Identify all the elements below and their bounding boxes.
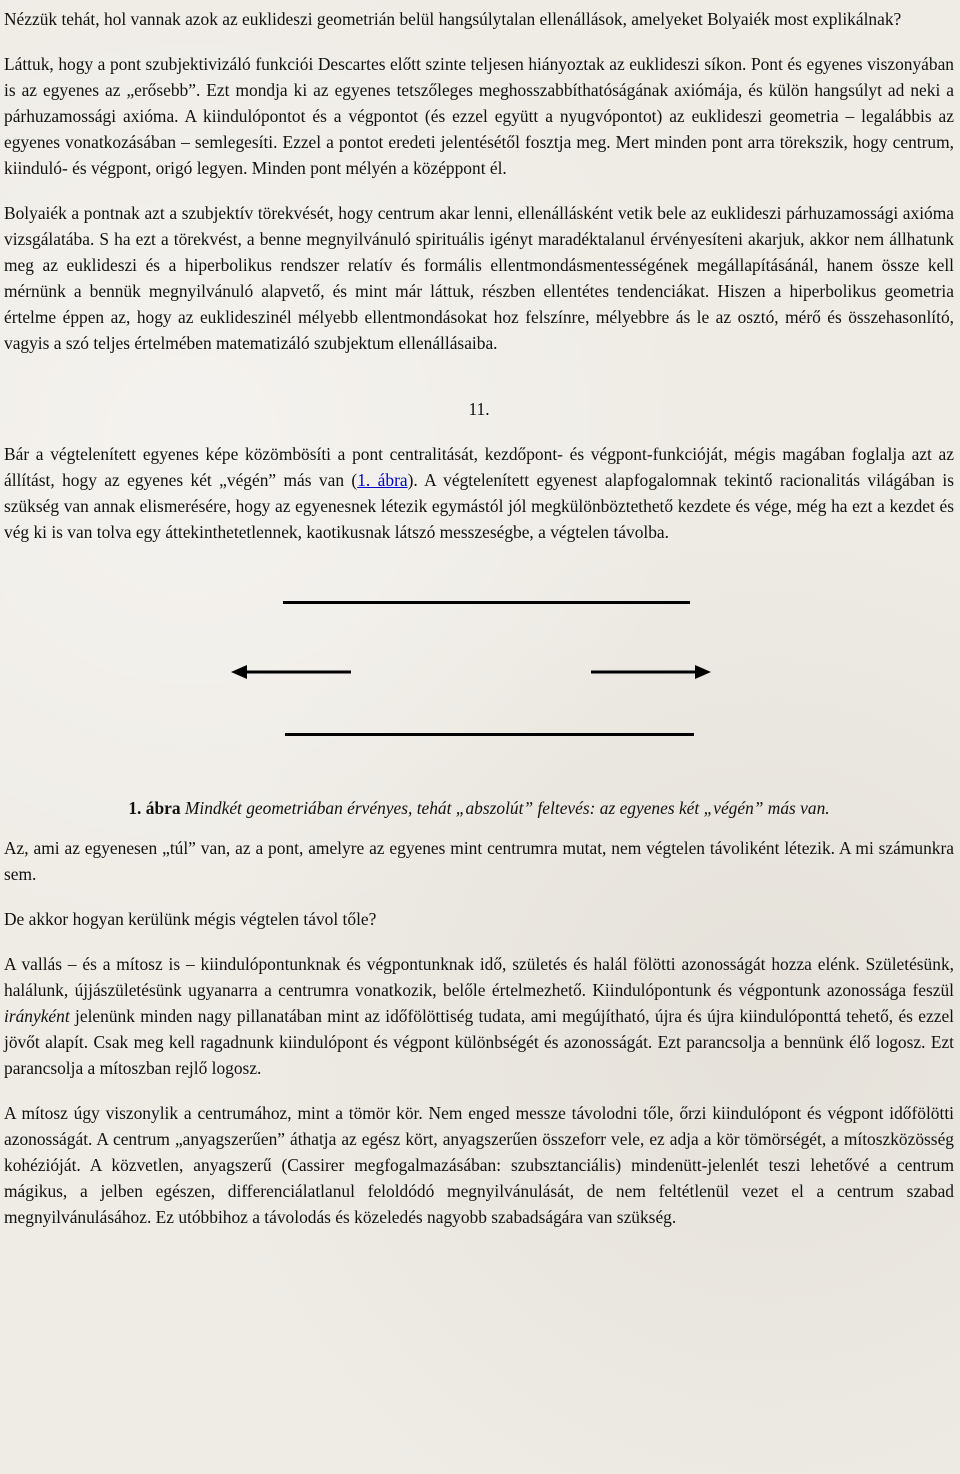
paragraph-euclid-point: Láttuk, hogy a pont szubjektivizáló funkciói Descartes előtt szinte teljesen hiányoztak az euklideszi síkon. Pont és egyenes viszonyában is az egyenes az „erősebb”. Ezt mondja ki az egyenes tetszőleges meghosszabbíthatóságának axiómája, és külön hangsúlyt ad neki a párhuzamossági axióma. A kiindulópontot és a végpontot (és ezzel együtt a nyugvópontot) az euklideszi geometria – legalábbis az egyenes vonatkozásában – semlegesíti. Ezzel a pontot eredeti jelentésétől fosztja meg. Mert minden pont arra törekszik, hogy centrum, kiinduló- és végpont, origó legyen. Minden pont mélyén a középpont él. xyxy=(4,54,954,178)
paragraph-question: De akkor hogyan kerülünk mégis végtelen távol tőle? xyxy=(4,909,377,929)
paragraph-bolyai: Bolyaiék a pontnak azt a szubjektív törekvését, hogy centrum akar lenni, ellenállásként vetik bele az euklideszi párhuzamossági axióma vizsgálatába. S ha ezt a törekvést, a benne megnyilvánuló spirituális igényt maradéktalanul érvényesíteni akarjuk, akkor nem állhatunk meg az euklideszi és a hiperbolikus rendszer relatív és formális ellentmondásmentességének megállapításánál, hanem össze kell mérnünk a bennük megnyilvánuló alapvető, és mint már láttuk, részben ellentétes tendenciákat. Hiszen a hiperbolikus geometria értelme éppen az, hogy az euklideszinél mélyebb ellentmondásokat hoz felszínre, mélyebbre ás le az osztó, mérő és összehasonlító, vagyis a szó teljes értelmében matematizáló szubjektum ellenállásaiba. xyxy=(4,203,954,353)
paragraph-beyond-line: Az, ami az egyenesen „túl” van, az a pont, amelyre az egyenes mint centrumra mutat, nem végtelen távoliként létezik. A mi számunkra sem. xyxy=(4,838,954,884)
caption-label: 1. ábra xyxy=(128,798,181,818)
diagram-bottom-line xyxy=(285,733,694,736)
section-number: 11. xyxy=(468,399,490,419)
paragraph-religion-myth xyxy=(4,951,954,1081)
paragraph-myth-circle: A mítosz úgy viszonylik a centrumához, mint a tömör kör. Nem enged messze távolodni tőle, őrzi kiindulópont és végpont időfölötti azonosságát. A centrum „anyagszerűen” áthatja az egész kört, anyagszerűen összeforr vele, ez adja a kör tömörségét, a mítoszközösség kohézióját. A közvetlen, anyagszerű (Cassirer megfogalmazásában: szubsztanciális) mindenütt-jelenlét teszi lehetővé a centrum mágikus, a jelben egészen, differenciálatlanul feloldódó megnyilvánulását, de nem feltétlenül vezet el a centrum szabad megnyilvánulásához. Ez utóbbihoz a távolodás és közeledés nagyobb szabadságára van szükség. xyxy=(4,1103,954,1227)
right-arrow-icon xyxy=(591,664,711,680)
left-arrow-icon xyxy=(231,664,351,680)
diagram-top-line xyxy=(283,601,690,604)
paragraph-text: Bár a végtelenített egyenes képe közömbösíti a pont centralitását, kezdőpont- és végpont-funkcióját, mégis magában foglalja azt az állítást, hogy az egyenes két „végén” más van ( xyxy=(4,444,954,490)
document-page xyxy=(4,6,954,1230)
paragraph-intro-question: Nézzük tehát, hol vannak azok az euklideszi geometrián belül hangsúlytalan ellenállások, amelyeket Bolyaiék most explikálnak? xyxy=(4,9,902,29)
caption-text: Mindkét geometriában érvényes, tehát „abszolút” feltevés: az egyenes két „végén” más van. xyxy=(180,798,830,818)
spacer xyxy=(4,356,954,396)
paragraph-text: A vallás – és a mítosz is – kiindulópontunknak és végpontunknak idő, születés és halál fölötti azonosságát hozza elénk. Születésünk, halálunk, újjászületésünk ugyanarra a centrumra vonatkozik, belőle értelmezhető. Kiindulópontunk és végpontunk azonossága feszül xyxy=(4,954,954,1000)
paragraph-text: jelenünk minden nagy pillanatában mint az időfölöttiség tudata, ami megújítható, újra és újra kiindulóponttá tehető, és ezzel jövőt alapít. Csak meg kell ragadnunk kiindulópont és végpont különbségét és azonosságát. Ezt parancsolja a bennünk élő logosz. Ezt parancsolja a mítoszban rejlő logosz. xyxy=(4,1006,954,1078)
figure-1-diagram xyxy=(4,571,954,761)
paragraph-text: ). A végtelenített egyenest alapfogalomnak tekintő racionalitás világában is szükség van annak elismerésére, hogy az egyenesnek létezik egymástól jól megkülönböztethető kezdete és vége, még ha ezt a kezdet és vég ki is van tolva egy áttekinthetetlennek, kaotikusnak látszó messzeségbe, a végtelen távolba. xyxy=(4,470,954,542)
figure-caption xyxy=(4,795,954,821)
italic-emphasis: irányként xyxy=(4,1006,70,1026)
paragraph-section-11 xyxy=(4,441,954,545)
figure-1-link[interactable]: 1. ábra xyxy=(357,470,408,490)
